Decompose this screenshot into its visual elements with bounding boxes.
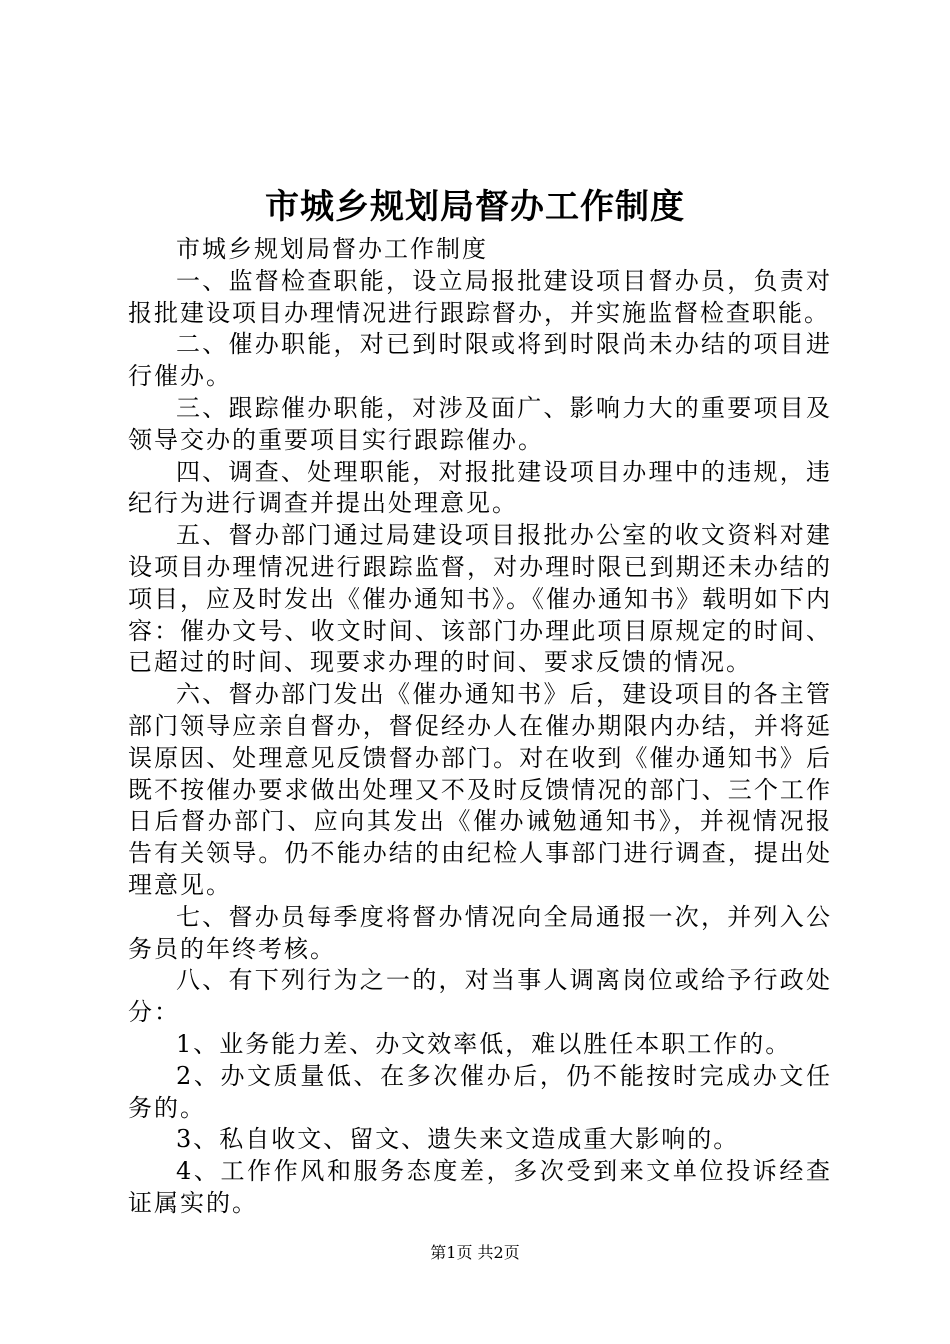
- paragraph: 六、督办部门发出《催办通知书》后，建设项目的各主管部门领导应亲自督办，督促经办人在催办期限内办结，并将延误原因、处理意见反馈督办部门。对在收到《催办通知书》后既不按催办要求做出处理又不及时反馈情况的部门、三个工作日后督办部门、应向其发出《催办诫勉通知书》，并视情况报告有关领导。仍不能办结的由纪检人事部门进行调查，提出处理意见。: [128, 680, 832, 899]
- list-item: 1、业务能力差、办文效率低，难以胜任本职工作的。: [176, 1029, 792, 1058]
- document-body: [128, 234, 832, 1220]
- list-item: 4、工作作风和服务态度差，多次受到来文单位投诉经查证属实的。: [128, 1157, 832, 1217]
- list-item: 2、办文质量低、在多次催办后，仍不能按时完成办文任务的。: [128, 1061, 832, 1122]
- list-item: 3、私自收文、留文、遗失来文造成重大影响的。: [176, 1125, 740, 1154]
- page-footer: 第1页 共2页: [430, 1243, 520, 1262]
- document-title: 市城乡规划局督办工作制度: [265, 187, 685, 227]
- paragraph: 三、跟踪催办职能，对涉及面广、影响力大的重要项目及领导交办的重要项目实行跟踪催办。: [128, 393, 832, 454]
- paragraph: 一、监督检查职能，设立局报批建设项目督办员，负责对报批建设项目办理情况进行跟踪督办，并实施监督检查职能。: [128, 266, 832, 327]
- paragraph: 四、调查、处理职能，对报批建设项目办理中的违规，违纪行为进行调查并提出处理意见。: [128, 457, 832, 518]
- paragraph: 五、督办部门通过局建设项目报批办公室的收文资料对建设项目办理情况进行跟踪监督，对办理时限已到期还未办结的项目，应及时发出《催办通知书》。《催办通知书》载明如下内容：催办文号、收文时间、该部门办理此项目原规定的时间、已超过的时间、现要求办理的时间、要求反馈的情况。: [128, 521, 832, 677]
- paragraph: 二、催办职能，对已到时限或将到时限尚未办结的项目进行催办。: [128, 330, 832, 391]
- paragraph: 八、有下列行为之一的，对当事人调离岗位或给予行政处分：: [128, 966, 832, 1027]
- paragraph: 市城乡规划局督办工作制度: [176, 235, 488, 263]
- paragraph: 七、督办员每季度将督办情况向全局通报一次，并列入公务员的年终考核。: [128, 902, 832, 963]
